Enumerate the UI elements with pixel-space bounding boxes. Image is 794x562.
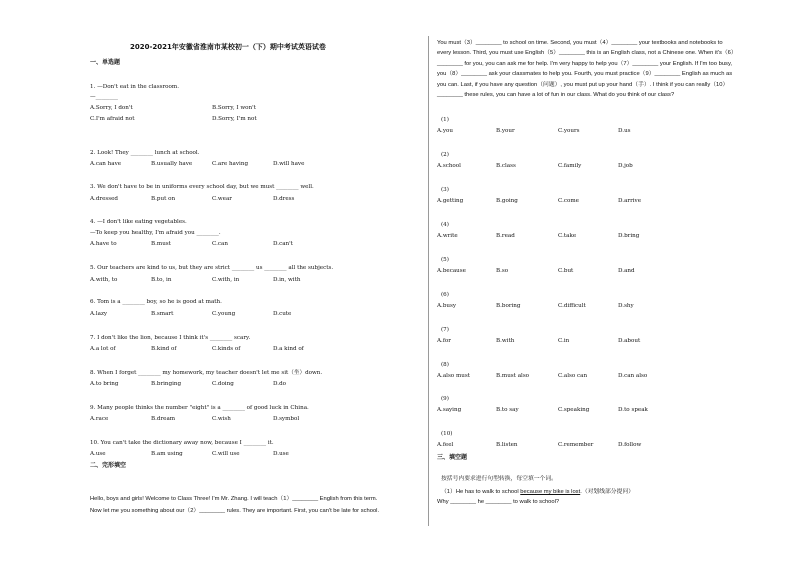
question-2-option-c: C.are having: [212, 161, 249, 167]
question-2-stem: 2. Look! They ________ lunch at school.: [90, 150, 200, 156]
cloze-option-number: (3): [441, 187, 449, 193]
question-10-stem: 10. You can't take the dictionary away now, because I ________ it.: [90, 440, 274, 446]
cloze-option-d: D.job: [618, 163, 633, 169]
fill-question-1-prefix: （1）He has to walk to school: [441, 489, 521, 495]
question-9-option-a: A.race: [90, 416, 109, 422]
cloze-option-a: A.busy: [437, 303, 457, 309]
cloze-option-b: B.going: [496, 198, 518, 204]
question-5-option-a: A.with, to: [90, 277, 118, 283]
cloze-option-number: (5): [441, 257, 449, 263]
question-10-option-a: A.use: [90, 451, 106, 457]
cloze-option-a: A.also must: [437, 373, 470, 379]
cloze-option-d: D.arrive: [618, 198, 642, 204]
cloze-option-d: D.follow: [618, 442, 642, 448]
cloze-option-a: A.write: [437, 233, 458, 239]
cloze-option-b: B.so: [496, 268, 509, 274]
cloze-option-d: D.us: [618, 128, 631, 134]
question-4-option-c: C.can: [212, 241, 228, 247]
cloze-passage-line-1: Hello, boys and girls! Welcome to Class Three! I'm Mr. Zhang. I will teach（1）________ English from this term.: [90, 496, 378, 502]
question-3-option-c: C.wear: [212, 196, 232, 202]
question-2-option-a: A.can have: [90, 161, 122, 167]
question-2-option-b: B.usually have: [151, 161, 193, 167]
cloze-option-d: D.and: [618, 268, 635, 274]
cloze-option-number: (1): [441, 117, 449, 123]
question-7-option-b: B.kind of: [151, 346, 177, 352]
question-1-blank: —________: [90, 94, 118, 100]
cloze-option-number: (2): [441, 152, 449, 158]
question-9-stem: 9. Many people thinks the number "eight" is a ________ of good luck in China.: [90, 405, 309, 411]
question-5-stem: 5. Our teachers are kind to us, but they are strict ________ us ________ all the subjects.: [90, 265, 334, 271]
cloze-option-a: A.for: [437, 338, 451, 344]
fill-question-1-suffix: .（对划线部分提问）: [580, 489, 634, 495]
question-4-option-a: A.have to: [90, 241, 117, 247]
cloze-passage-line-4: every lesson. Third, you must use English（5）________ this is an English class, not a Chinese one. When it's（6）: [437, 50, 737, 56]
cloze-option-b: B.boring: [496, 303, 521, 309]
question-7-stem: 7. I don't like the lion, because I think it's ________ scary.: [90, 335, 251, 341]
cloze-option-number: (9): [441, 396, 449, 402]
question-3-stem: 3. We don't have to be in uniforms every school day, but we must ________ well.: [90, 184, 314, 190]
question-1-option-b: B.Sorry, I won't: [212, 105, 256, 111]
cloze-option-b: B.with: [496, 338, 515, 344]
cloze-option-b: B.must also: [496, 373, 530, 379]
cloze-passage-line-3: You must（3）________ to school on time. Second, you must（4）________ your textbooks and notebooks to: [437, 40, 723, 46]
cloze-option-c: C.but: [558, 268, 574, 274]
cloze-option-c: C.also can: [558, 373, 588, 379]
cloze-option-b: B.read: [496, 233, 515, 239]
question-8-option-d: D.do: [273, 381, 287, 387]
fill-question-1-underlined: because my bike is lost: [520, 489, 581, 495]
cloze-option-number: (10): [441, 431, 453, 437]
cloze-passage-line-5: ________ for you, you can ask me for help. I'm very happy to help you（7）________ your English. If I'm too busy,: [437, 61, 733, 67]
question-6-option-a: A.lazy: [90, 311, 108, 317]
cloze-option-c: C.take: [558, 233, 577, 239]
cloze-option-number: (4): [441, 222, 449, 228]
cloze-option-number: (7): [441, 327, 449, 333]
cloze-option-b: B.your: [496, 128, 515, 134]
question-7-option-a: A.a lot of: [90, 346, 116, 352]
fill-question-1: [441, 489, 634, 496]
question-4-option-b: B.must: [151, 241, 171, 247]
cloze-option-c: C.family: [558, 163, 582, 169]
cloze-option-a: A.school: [437, 163, 461, 169]
cloze-passage-line-2: Now let me you something about our（2）________ rules. They are important. First, you can't be late for school.: [90, 508, 380, 514]
question-10-option-c: C.will use: [212, 451, 240, 457]
question-6-option-c: C.young: [212, 311, 236, 317]
question-8-option-b: B.bringing: [151, 381, 182, 387]
question-6-stem: 6. Tom is a ________ boy, so he is good at math.: [90, 299, 222, 305]
question-3-option-b: B.put on: [151, 196, 176, 202]
fill-instruction: 按括号内要求进行句型转换，每空填一个词。: [441, 476, 557, 482]
question-4-stem: 4. —I don't like eating vegetables.: [90, 219, 187, 225]
question-9-option-c: C.wish: [212, 416, 231, 422]
cloze-option-c: C.remember: [558, 442, 594, 448]
cloze-passage-line-6: you（8）________ ask your classmates to help you. Fourth, you must practice（9）________ English as much as: [437, 71, 733, 77]
question-5-option-c: C.with, in: [212, 277, 240, 283]
question-9-option-d: D.symbol: [273, 416, 300, 422]
question-5-option-b: B.to, in: [151, 277, 172, 283]
question-1-stem: 1. —Don't eat in the classroom.: [90, 84, 179, 90]
question-6-option-b: B.smart: [151, 311, 174, 317]
question-2-option-d: D.will have: [273, 161, 305, 167]
cloze-option-d: D.about: [618, 338, 641, 344]
column-divider: [428, 36, 429, 526]
question-4-option-d: D.can't: [273, 241, 293, 247]
cloze-option-a: A.saying: [437, 407, 462, 413]
question-7-option-d: D.a kind of: [273, 346, 304, 352]
question-6-option-d: D.cute: [273, 311, 292, 317]
cloze-option-c: C.yours: [558, 128, 580, 134]
question-8-option-a: A.to bring: [90, 381, 119, 387]
cloze-option-d: D.can also: [618, 373, 648, 379]
question-1-option-c: C.I'm afraid not: [90, 116, 135, 122]
question-10-option-d: D.use: [273, 451, 289, 457]
question-3-option-d: D.dress: [273, 196, 295, 202]
cloze-option-a: A.you: [437, 128, 453, 134]
cloze-option-number: (6): [441, 292, 449, 298]
question-10-option-b: B.am using: [151, 451, 183, 457]
cloze-option-c: C.speaking: [558, 407, 590, 413]
cloze-option-c: C.difficult: [558, 303, 586, 309]
cloze-option-b: B.class: [496, 163, 516, 169]
fill-question-1-answer-line: Why ________ he ________ to walk to school?: [437, 499, 560, 505]
section-heading-cloze: 二、完形填空: [90, 462, 127, 469]
question-8-option-c: C.doing: [212, 381, 234, 387]
cloze-option-number: (8): [441, 362, 449, 368]
question-1-option-a: A.Sorry, I don't: [90, 105, 133, 111]
page-title: 2020-2021年安徽省淮南市某校初一（下）期中考试英语试卷: [130, 43, 326, 51]
question-5-option-d: D.in, with: [273, 277, 301, 283]
question-8-stem: 8. When I forget ________ my homework, my teacher doesn't let me sit（坐）down.: [90, 370, 323, 376]
section-heading-fill-in: 三、填空题: [437, 454, 468, 461]
cloze-option-a: A.getting: [437, 198, 464, 204]
cloze-passage-line-7: you can. Last, if you have any question（问题）, you must put up your hand（手）. I think if you can really（10）: [437, 82, 729, 88]
cloze-option-d: D.bring: [618, 233, 640, 239]
cloze-option-d: D.to speak: [618, 407, 648, 413]
cloze-option-c: C.in: [558, 338, 570, 344]
cloze-option-d: D.shy: [618, 303, 634, 309]
section-heading-multiple-choice: 一、单选题: [90, 59, 121, 66]
question-9-option-b: B.dream: [151, 416, 176, 422]
question-7-option-c: C.kinds of: [212, 346, 241, 352]
cloze-option-a: A.feel: [437, 442, 454, 448]
cloze-option-c: C.come: [558, 198, 579, 204]
question-4-stem-2: —To keep you healthy, I'm afraid you ________.: [90, 230, 221, 236]
cloze-option-b: B.to say: [496, 407, 519, 413]
question-1-option-d: D.Sorry, I'm not: [212, 116, 257, 122]
cloze-option-b: B.listen: [496, 442, 518, 448]
cloze-option-a: A.because: [437, 268, 466, 274]
cloze-passage-line-8: ________ these rules, you can have a lot of fun in our class. What do you think of our class?: [437, 92, 675, 98]
question-3-option-a: A.dressed: [90, 196, 119, 202]
